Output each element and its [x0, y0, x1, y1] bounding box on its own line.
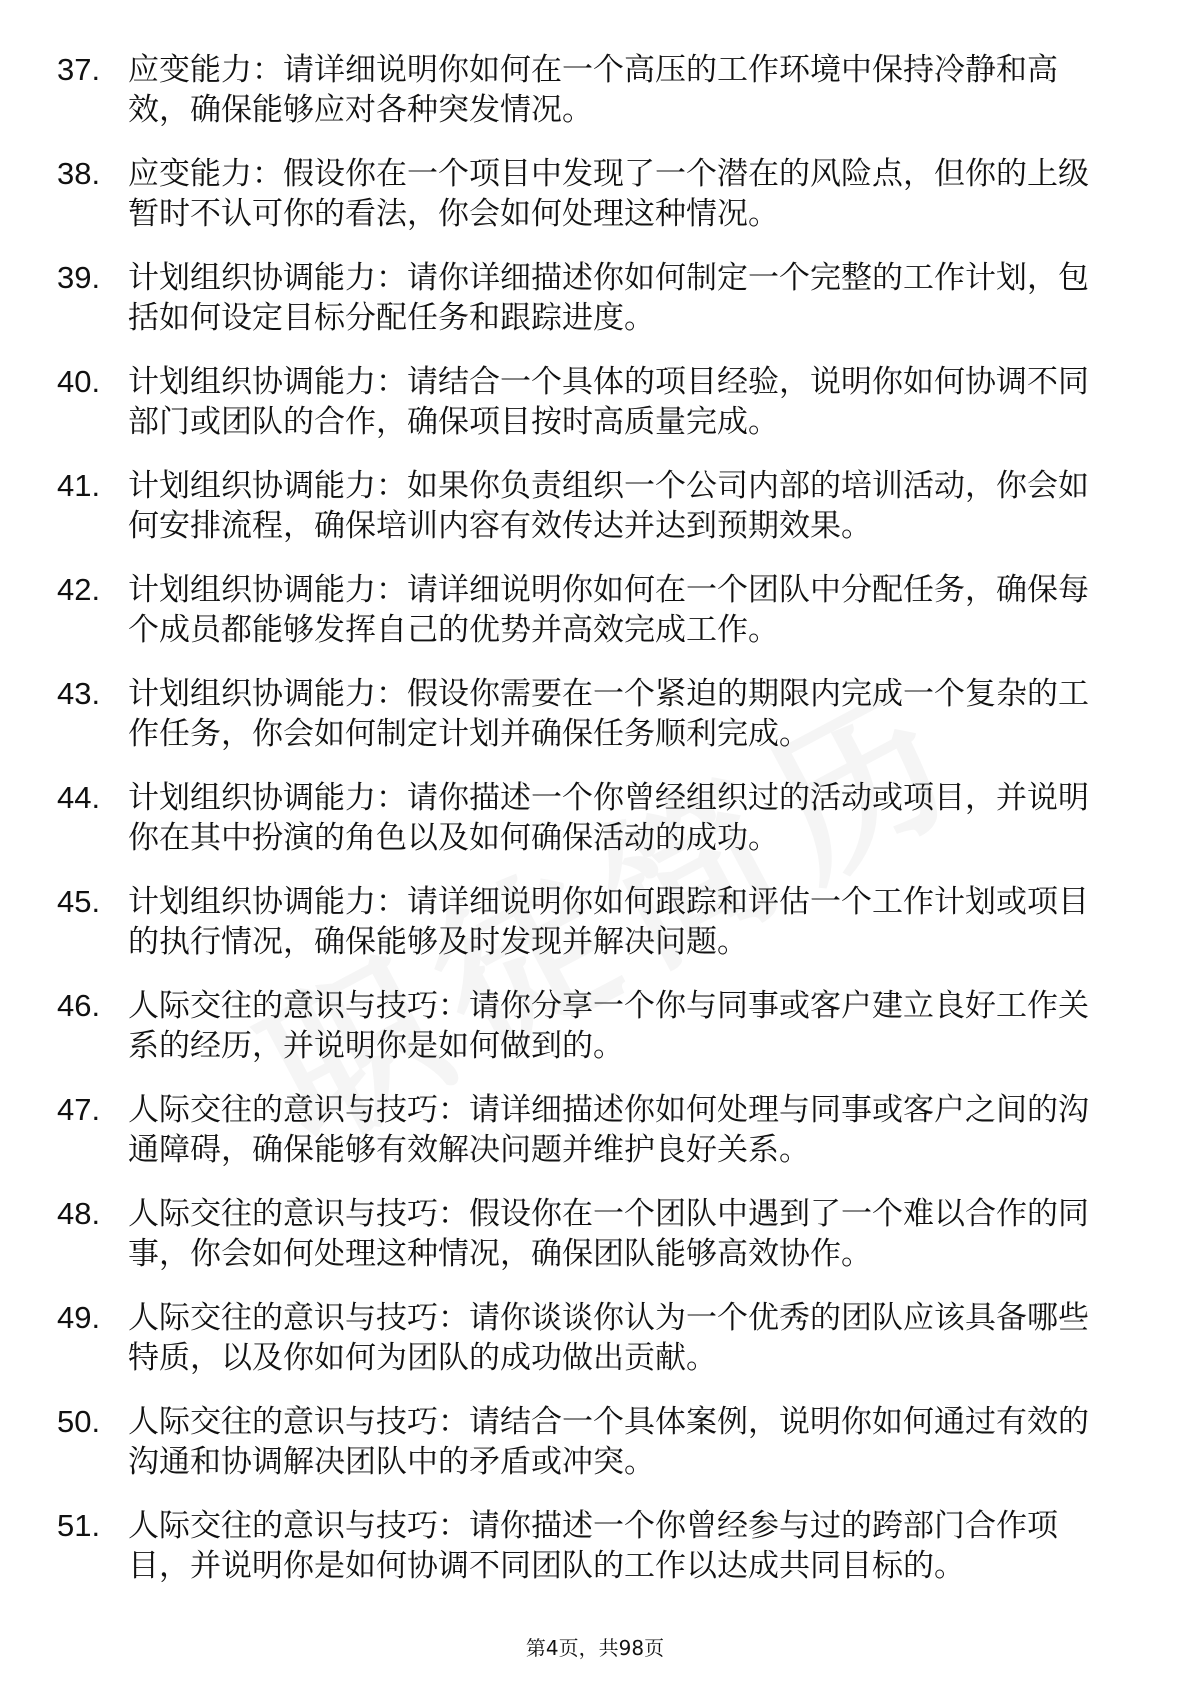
question-text: 人际交往的意识与技巧：请结合一个具体案例，说明你如何通过有效的沟通和协调解决团队中的矛盾或冲突。 [128, 1404, 1089, 1480]
question-number: 39. [57, 260, 101, 295]
question-text: 应变能力：假设你在一个项目中发现了一个潜在的风险点，但你的上级暂时不认可你的看法，你会如何处理这种情况。 [128, 156, 1089, 232]
question-number: 49. [57, 1300, 101, 1335]
page-footer: 第4页，共98页 [525, 1636, 665, 1660]
question-number: 42. [57, 572, 101, 607]
question-text: 计划组织协调能力：请详细说明你如何跟踪和评估一个工作计划或项目的执行情况，确保能够及时发现并解决问题。 [128, 884, 1089, 960]
question-text: 应变能力：请详细说明你如何在一个高压的工作环境中保持冷静和高效，确保能够应对各种突发情况。 [128, 52, 1058, 128]
question-number: 40. [57, 364, 101, 399]
question-list [0, 50, 1190, 1610]
question-text: 人际交往的意识与技巧：请你分享一个你与同事或客户建立良好工作关系的经历，并说明你是如何做到的。 [128, 988, 1089, 1064]
question-item [0, 882, 1190, 962]
question-item [0, 1402, 1190, 1482]
question-number: 48. [57, 1196, 101, 1231]
question-number: 47. [57, 1092, 101, 1127]
question-text: 人际交往的意识与技巧：请你谈谈你认为一个优秀的团队应该具备哪些特质，以及你如何为团队的成功做出贡献。 [128, 1300, 1089, 1376]
question-text: 计划组织协调能力：假设你需要在一个紧迫的期限内完成一个复杂的工作任务，你会如何制定计划并确保任务顺利完成。 [128, 676, 1089, 752]
question-item [0, 466, 1190, 546]
question-item [0, 570, 1190, 650]
question-number: 37. [57, 52, 101, 87]
question-item [0, 1194, 1190, 1274]
question-number: 50. [57, 1404, 101, 1439]
question-number: 51. [57, 1508, 101, 1543]
question-item [0, 674, 1190, 754]
question-item [0, 50, 1190, 130]
question-number: 38. [57, 156, 101, 191]
question-number: 45. [57, 884, 101, 919]
question-item [0, 1090, 1190, 1170]
question-item [0, 154, 1190, 234]
question-text: 计划组织协调能力：请详细说明你如何在一个团队中分配任务，确保每个成员都能够发挥自己的优势并高效完成工作。 [128, 572, 1089, 648]
question-text: 计划组织协调能力：请你详细描述你如何制定一个完整的工作计划，包括如何设定目标分配任务和跟踪进度。 [128, 260, 1089, 336]
question-text: 人际交往的意识与技巧：请你描述一个你曾经参与过的跨部门合作项目，并说明你是如何协调不同团队的工作以达成共同目标的。 [128, 1508, 1058, 1584]
question-number: 46. [57, 988, 101, 1023]
question-text: 人际交往的意识与技巧：假设你在一个团队中遇到了一个难以合作的同事，你会如何处理这种情况，确保团队能够高效协作。 [128, 1196, 1089, 1272]
question-text: 计划组织协调能力：请你描述一个你曾经组织过的活动或项目，并说明你在其中扮演的角色以及如何确保活动的成功。 [128, 780, 1089, 856]
question-text: 人际交往的意识与技巧：请详细描述你如何处理与同事或客户之间的沟通障碍，确保能够有效解决问题并维护良好关系。 [128, 1092, 1089, 1168]
question-item [0, 778, 1190, 858]
question-number: 41. [57, 468, 101, 503]
question-text: 计划组织协调能力：如果你负责组织一个公司内部的培训活动，你会如何安排流程，确保培训内容有效传达并达到预期效果。 [128, 468, 1089, 544]
question-item [0, 986, 1190, 1066]
question-text: 计划组织协调能力：请结合一个具体的项目经验，说明你如何协调不同部门或团队的合作，确保项目按时高质量完成。 [128, 364, 1089, 440]
question-number: 44. [57, 780, 101, 815]
question-item [0, 1506, 1190, 1586]
question-number: 43. [57, 676, 101, 711]
question-item [0, 1298, 1190, 1378]
question-item [0, 362, 1190, 442]
question-item [0, 258, 1190, 338]
